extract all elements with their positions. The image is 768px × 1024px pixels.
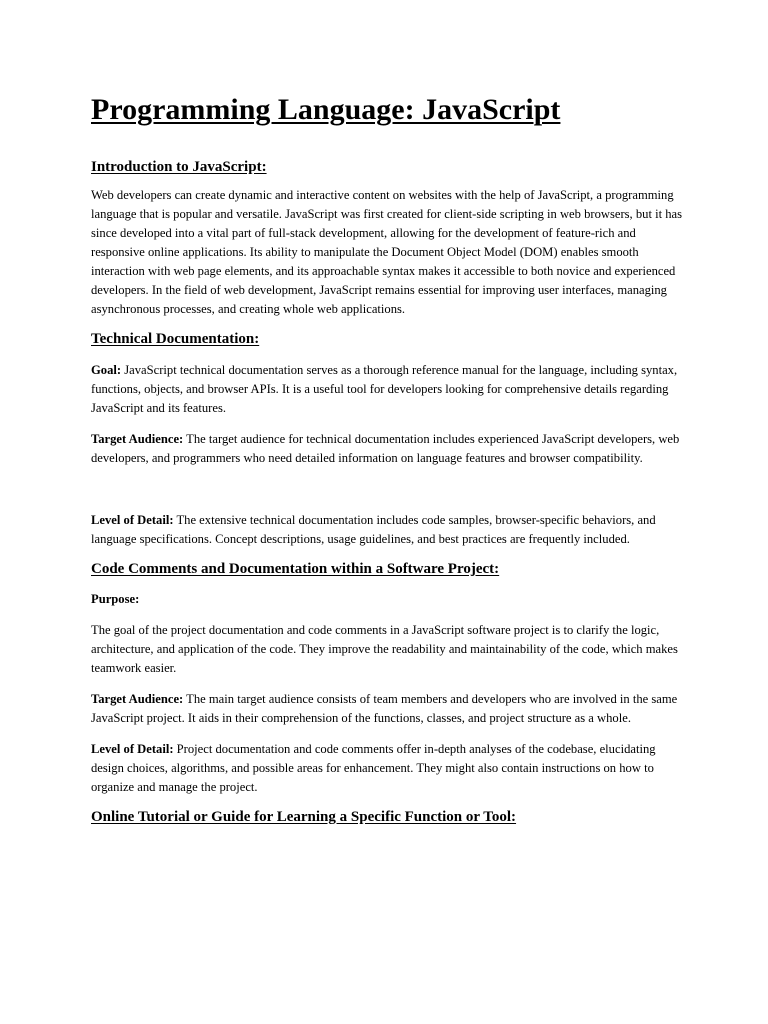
comments-audience-label: Target Audience: [91,692,184,706]
technical-detail-text: The extensive technical documentation includes code samples, browser-specific behaviors, and language specifications. Concept descriptions, usage guidelines, and best practices are frequently included. [91,513,656,546]
goal-label: Goal: [91,363,122,377]
comments-detail-text: Project documentation and code comments offer in-depth analyses of the codebase, elucidating design choices, algorithms, and possible areas for enhancement. They might also contain instructions on how to organize and manage the project. [91,742,656,794]
technical-audience-paragraph [91,430,683,468]
technical-detail-paragraph [91,511,683,549]
comments-heading: Code Comments and Documentation within a Software Project: [91,561,500,577]
technical-audience-label: Target Audience: [91,432,184,446]
comments-audience-text: The main target audience consists of team members and developers who are involved in the same JavaScript project. It aids in their comprehension of the functions, classes, and project structure as a whole. [91,692,678,725]
comments-audience-paragraph [91,690,683,728]
technical-goal-paragraph [91,361,683,418]
technical-audience-text: The target audience for technical documentation includes experienced JavaScript developers, web developers, and programmers who need detailed information on language features and browser compatibility. [91,432,680,465]
intro-paragraph: Web developers can create dynamic and interactive content on websites with the help of JavaScript, a programming language that is popular and versatile. JavaScript was first created for client-side scripting in web browsers, but it has since developed into a vital part of full-stack development, allowing for the development of feature-rich and responsive online applications. Its ability to manipulate the Document Object Model (DOM) enables smooth interaction with web page elements, and its approachable syntax makes it accessible to both novice and experienced developers. In the field of web development, JavaScript remains essential for improving user interfaces, managing asynchronous processes, and creating whole web applications. [91,188,683,316]
technical-detail-label: Level of Detail: [91,513,174,527]
tutorial-heading: Online Tutorial or Guide for Learning a Specific Function or Tool: [91,809,517,825]
document-title: Programming Language: JavaScript [91,93,561,126]
document-page [91,88,683,827]
purpose-label: Purpose: [91,592,140,606]
comments-detail-paragraph [91,740,683,797]
comments-detail-label: Level of Detail: [91,742,174,756]
intro-heading: Introduction to JavaScript: [91,159,267,175]
goal-text: JavaScript technical documentation serves as a thorough reference manual for the language, including syntax, functions, objects, and browser APIs. It is a useful tool for developers looking for comprehensive details regarding JavaScript and its features. [91,363,678,415]
purpose-paragraph: The goal of the project documentation and code comments in a JavaScript software project is to clarify the logic, architecture, and application of the code. They improve the readability and maintainability of the code, which makes teamwork easier. [91,623,678,675]
technical-heading: Technical Documentation: [91,331,260,347]
